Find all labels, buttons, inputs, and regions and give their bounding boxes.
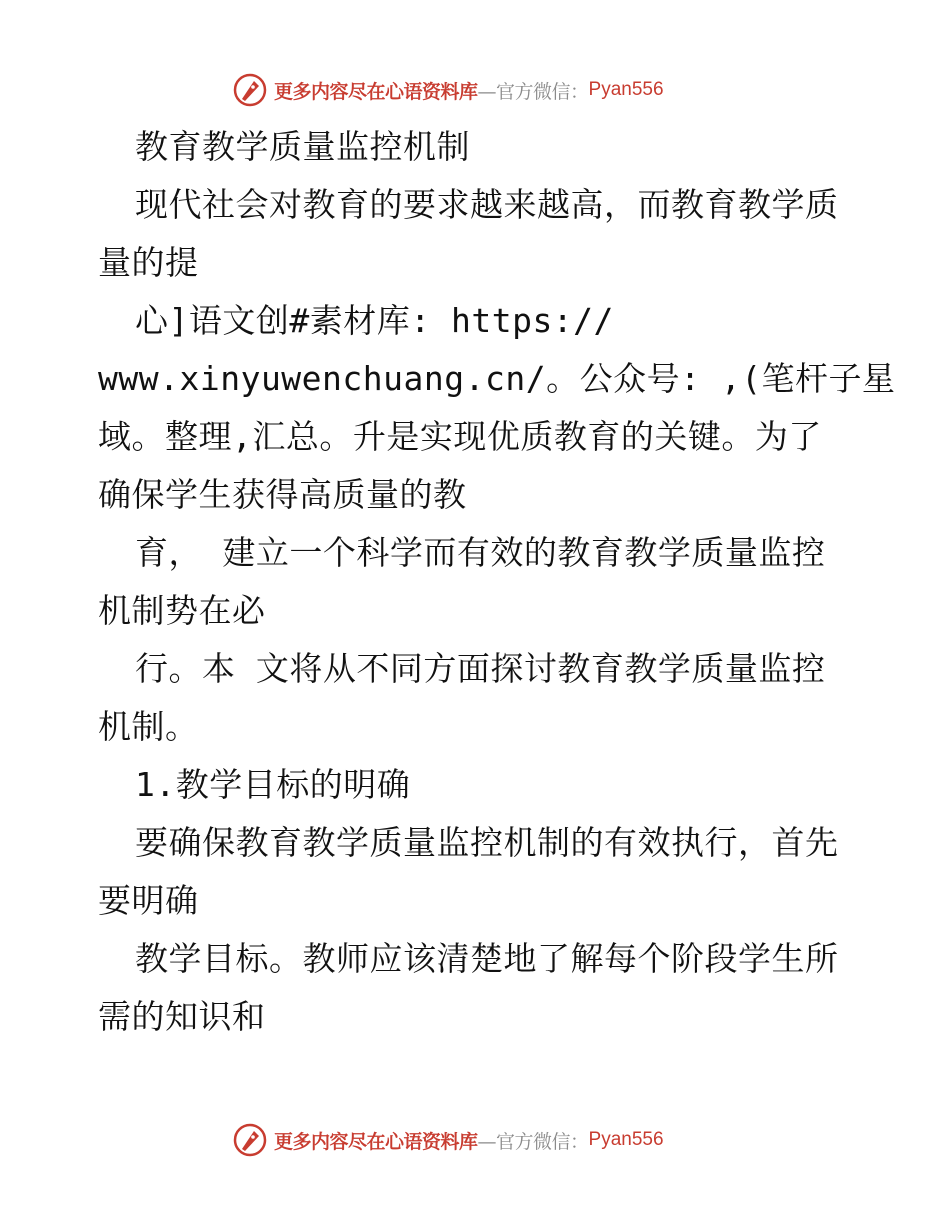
banner-text: 更多内容尽在心语资料库 [274, 1130, 478, 1153]
text-line: www.xinyuwenchuang.cn/。公众号: ,(笔杆子星 [98, 359, 896, 398]
banner-wechat-id: Pyan556 [588, 79, 664, 100]
text-line: 行。本 文将从不同方面探讨教育教学质量监控 [135, 649, 826, 688]
text-line: 心]语文创#素材库: https:// [135, 301, 614, 340]
text-line: 现代社会对教育的要求越来越高，而教育教学质 [135, 185, 839, 224]
text-line: 域。整理,汇总。升是实现优质教育的关键。为了 [98, 417, 822, 456]
text-line: 教学目标。教师应该清楚地了解每个阶段学生所 [135, 939, 839, 978]
text-line: 要确保教育教学质量监控机制的有效执行，首先 [135, 823, 839, 862]
footer-banner [232, 1120, 664, 1160]
document-title: 教育教学质量监控机制 [135, 127, 470, 166]
text-line: 量的提 [98, 243, 199, 282]
header-banner [232, 70, 664, 110]
banner-separator: —官方微信： [477, 1130, 589, 1153]
text-line: 要明确 [98, 881, 199, 920]
pen-nib-logo-icon [232, 72, 268, 108]
document-body [98, 118, 896, 1046]
banner-wechat-id: Pyan556 [588, 1129, 664, 1150]
text-line: 确保学生获得高质量的教 [98, 475, 467, 514]
text-line: 机制势在必 [98, 591, 266, 630]
pen-nib-logo-icon [232, 1122, 268, 1158]
text-line: 需的知识和 [98, 997, 266, 1036]
banner-text: 更多内容尽在心语资料库 [274, 80, 478, 103]
text-line: 育， 建立一个科学而有效的教育教学质量监控 [135, 533, 826, 572]
text-line: 机制。 [98, 707, 199, 746]
section-heading: 1.教学目标的明确 [135, 765, 411, 804]
banner-separator: —官方微信： [477, 80, 589, 103]
